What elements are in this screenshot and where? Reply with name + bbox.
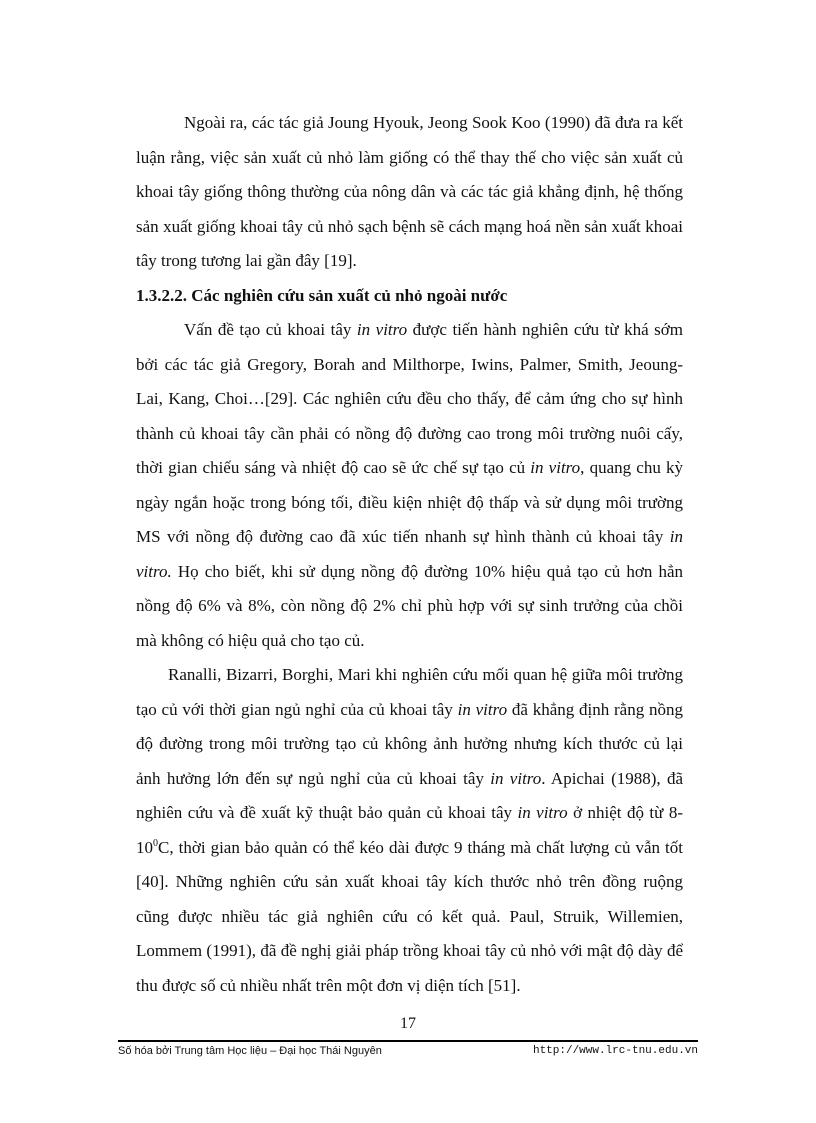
page-content <box>136 106 683 1003</box>
text-run: được tiến hành nghiên cứu từ khá sớm bởi các tác giả Gregory, Borah and Milthorpe, Iwins, Palmer, Smith, Jeoung-Lai, Kang, Choi…[29]. Các nghiên cứu đều cho thấy, để cảm ứng cho sự hình thành củ khoai tây cần phải có nồng độ đường cao trong môi trường nuôi cấy, thời gian chiếu sáng và nhiệt độ cao sẽ ức chế sự tạo củ <box>136 320 684 477</box>
text-run: . Apichai (1988), đã nghiên cứu và đề xuất kỹ thuật bảo quản củ khoai tây <box>136 768 684 822</box>
paragraph-intro: Ngoài ra, các tác giả Joung Hyouk, Jeong Sook Koo (1990) đã đưa ra kết luận rằng, việc sản xuất củ nhỏ làm giống có thể thay thế cho việc sản xuất củ khoai tây giống thông thường của nông dân và các tác giả khẳng định, hệ thống sản xuất giống khoai tây củ nhỏ sạch bệnh sẽ cách mạng hoá nền sản xuất khoai tây trong tương lai gần đây [19]. <box>136 113 683 270</box>
italic-term: in vitro <box>517 803 568 822</box>
superscript-degree: 0 <box>153 837 158 849</box>
text-run: ở nhiệt độ từ 8- 10 <box>136 803 683 857</box>
paragraph-in-vitro-research <box>136 313 683 658</box>
page-footer <box>118 1045 698 1057</box>
italic-term: in vitro <box>356 320 408 339</box>
footer-url: http://www.lrc-tnu.edu.vn <box>532 1045 698 1057</box>
footer-source: Số hóa bởi Trung tâm Học liệu – Đại học Thái Nguyên <box>118 1045 382 1057</box>
italic-term: in vitro <box>490 768 542 788</box>
text-run: Ranalli, Bizarri, Borghi, Mari khi nghiên cứu mối quan hệ giữa môi trường tạo củ với thời gian ngủ nghỉ của củ khoai tây <box>136 665 683 719</box>
italic-term: in vitro <box>457 699 508 719</box>
text-run: đã khẳng định rằng nồng độ đường trong môi trường tạo củ không ảnh hưởng nhưng kích thước củ lại ảnh hưởng lớn đến sự ngủ nghỉ của củ khoai tây <box>136 699 683 788</box>
italic-term: in vitro <box>530 458 581 477</box>
paragraph-dormancy-research <box>136 658 683 1003</box>
text-run: Vấn đề tạo củ khoai tây <box>184 320 357 339</box>
footer-divider <box>118 1040 698 1042</box>
page-number: 17 <box>400 1015 416 1032</box>
text-run: C, thời gian bảo quản có thể kéo dài được 9 tháng mà chất lượng củ vẫn tốt [40]. Những nghiên cứu sản xuất khoai tây kích thước nhỏ trên đồng ruộng cũng được nhiều tác giả nghiên cứu có kết quả. Paul, Struik, Willemien, Lommem (1991), đã đề nghị giải pháp trồng khoai tây củ nhỏ với mật độ dày để thu được số củ nhiều nhất trên một đơn vị diện tích [51]. <box>136 837 683 995</box>
text-run: Họ cho biết, khi sử dụng nồng độ đường 10% hiệu quả tạo củ hơn hẳn nồng độ 6% và 8%, còn nồng độ 2% chỉ phù hợp với sự sinh trưởng của chồi mà không có hiệu quả cho tạo củ. <box>136 561 683 650</box>
section-heading: 1.3.2.2. Các nghiên cứu sản xuất củ nhỏ ngoài nước <box>136 285 508 305</box>
italic-term: in vitro. <box>136 527 683 581</box>
text-run: , quang chu kỳ ngày ngắn hoặc trong bóng tối, điều kiện nhiệt độ thấp và sử dụng môi trường MS với nồng độ đường cao đã xúc tiến nhanh sự hình thành củ khoai tây <box>136 458 684 546</box>
